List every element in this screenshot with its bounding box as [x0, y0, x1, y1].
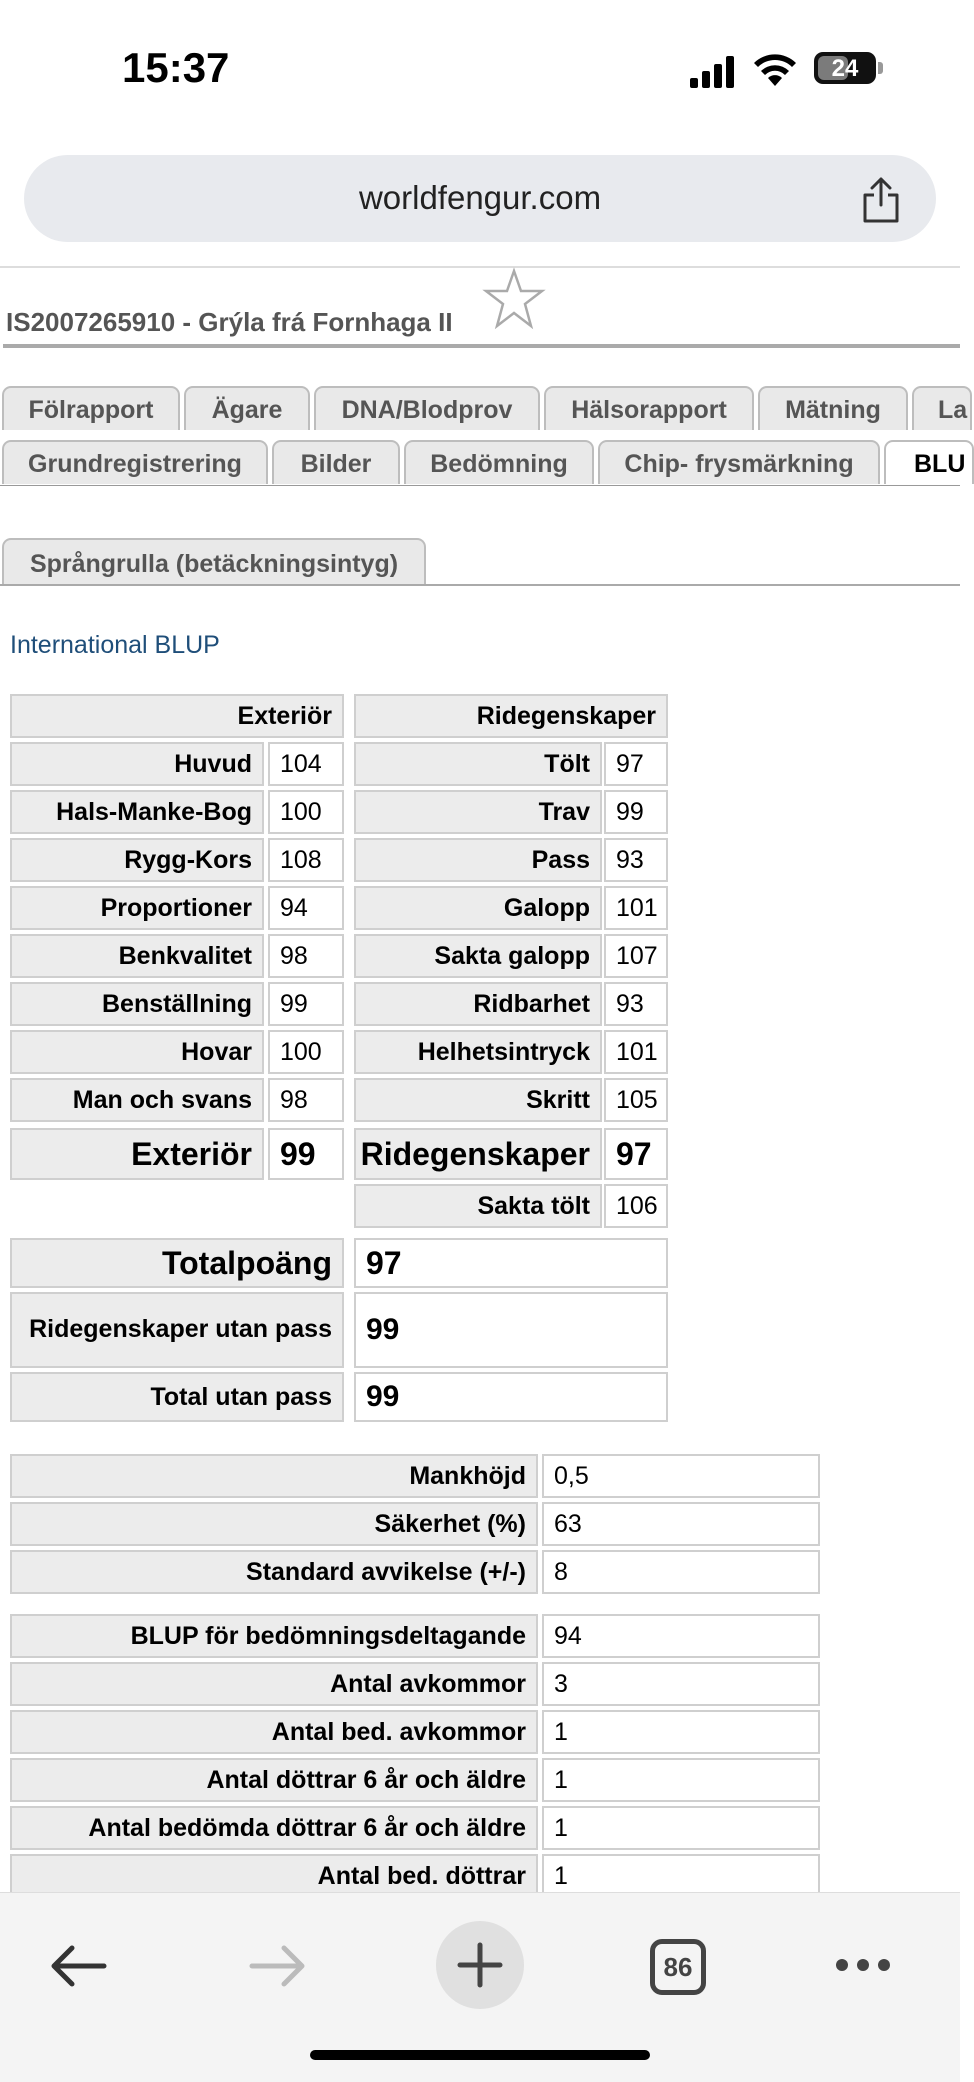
stat-value: 1	[542, 1710, 820, 1754]
horse-title: IS2007265910 - Grýla frá Fornhaga II	[6, 307, 453, 337]
exterior-header: Exteriör	[10, 694, 344, 738]
status-time: 15:37	[122, 44, 230, 91]
riding-label: Skritt	[354, 1078, 602, 1122]
more-menu-icon[interactable]	[834, 1955, 892, 1975]
tab-count-button[interactable]: 86	[650, 1939, 706, 1995]
exterior-value: 100	[268, 790, 344, 834]
forward-arrow-icon[interactable]	[248, 1941, 308, 1991]
stat-value: 1	[542, 1854, 820, 1898]
stat-label: Antal bed. avkommor	[10, 1710, 538, 1754]
exterior-value: 100	[268, 1030, 344, 1074]
back-arrow-icon[interactable]	[48, 1941, 108, 1991]
cellular-signal-icon	[690, 56, 736, 88]
exterior-value: 94	[268, 886, 344, 930]
riding-value: 101	[604, 1030, 668, 1074]
plus-icon	[456, 1941, 504, 1989]
status-bar	[0, 0, 960, 140]
battery-icon	[814, 52, 876, 84]
stat-value: 94	[542, 1614, 820, 1658]
home-indicator	[310, 2050, 650, 2060]
riding-total-value: 97	[604, 1128, 668, 1180]
page-top-divider	[0, 266, 960, 268]
riding-label: Trav	[354, 790, 602, 834]
tab-chip-frysmarkning[interactable]: Chip- frysmärkning	[598, 440, 880, 484]
mankhojd-value: 0,5	[542, 1454, 820, 1498]
sakerhet-label: Säkerhet (%)	[10, 1502, 538, 1546]
riding-value: 99	[604, 790, 668, 834]
riding-total-label: Ridegenskaper	[354, 1128, 602, 1180]
stat-label: BLUP för bedömningsdeltagande	[10, 1614, 538, 1658]
mankhojd-label: Mankhöjd	[10, 1454, 538, 1498]
totalpoang-label: Totalpoäng	[10, 1238, 344, 1288]
riding-value: 93	[604, 982, 668, 1026]
tab-bilder[interactable]: Bilder	[272, 440, 400, 484]
exterior-label: Proportioner	[10, 886, 264, 930]
tab-halsorapport[interactable]: Hälsorapport	[544, 386, 754, 430]
stat-value: 1	[542, 1758, 820, 1802]
total-no-pass-label: Total utan pass	[10, 1372, 344, 1422]
url-text[interactable]: worldfengur.com	[358, 179, 602, 216]
exterior-label: Man och svans	[10, 1078, 264, 1122]
exterior-label: Benkvalitet	[10, 934, 264, 978]
riding-value: 105	[604, 1078, 668, 1122]
battery-level: 24	[831, 55, 859, 82]
subtab-sprangrulla[interactable]: Språngrulla (betäckningsintyg)	[2, 538, 426, 586]
international-blup-link[interactable]: International BLUP	[10, 631, 220, 659]
exterior-total-label: Exteriör	[10, 1128, 264, 1180]
tab-grundregistrering[interactable]: Grundregistrering	[2, 440, 268, 484]
title-divider	[3, 344, 960, 348]
wifi-icon	[752, 50, 798, 88]
riding-label: Galopp	[354, 886, 602, 930]
exterior-value: 98	[268, 934, 344, 978]
riding-no-pass-label: Ridegenskaper utan pass	[10, 1292, 344, 1368]
exterior-value: 99	[268, 982, 344, 1026]
tab-agare[interactable]: Ägare	[184, 386, 310, 430]
riding-label: Sakta galopp	[354, 934, 602, 978]
exterior-label: Hovar	[10, 1030, 264, 1074]
riding-value: 101	[604, 886, 668, 930]
exterior-label: Benställning	[10, 982, 264, 1026]
riding-label: Helhetsintryck	[354, 1030, 602, 1074]
stat-label: Antal avkommor	[10, 1662, 538, 1706]
exterior-value: 98	[268, 1078, 344, 1122]
tab-matning[interactable]: Mätning	[758, 386, 908, 430]
stat-value: 1	[542, 1806, 820, 1850]
share-icon[interactable]	[860, 177, 902, 223]
tab-blup[interactable]: BLU	[884, 440, 974, 484]
sakta-tolt-value: 106	[604, 1184, 668, 1228]
exterior-value: 104	[268, 742, 344, 786]
stat-label: Antal döttrar 6 år och äldre	[10, 1758, 538, 1802]
stat-label: Antal bed. döttrar	[10, 1854, 538, 1898]
exterior-label: Rygg-Kors	[10, 838, 264, 882]
sakerhet-value: 63	[542, 1502, 820, 1546]
address-bar[interactable]	[24, 155, 936, 242]
stat-label: Antal bedömda döttrar 6 år och äldre	[10, 1806, 538, 1850]
riding-label: Pass	[354, 838, 602, 882]
riding-value: 93	[604, 838, 668, 882]
exterior-label: Huvud	[10, 742, 264, 786]
std-deviation-value: 8	[542, 1550, 820, 1594]
battery-tip	[878, 62, 883, 74]
total-no-pass-value: 99	[354, 1372, 668, 1422]
new-tab-button[interactable]	[436, 1921, 524, 2009]
exterior-label: Hals-Manke-Bog	[10, 790, 264, 834]
riding-label: Tölt	[354, 742, 602, 786]
tab-folrapport[interactable]: Fölrapport	[2, 386, 180, 430]
exterior-total-value: 99	[268, 1128, 344, 1180]
tab-dna-blodprov[interactable]: DNA/Blodprov	[314, 386, 540, 430]
stat-value: 3	[542, 1662, 820, 1706]
riding-no-pass-value: 99	[354, 1292, 668, 1368]
riding-label: Ridbarhet	[354, 982, 602, 1026]
sakta-tolt-label: Sakta tölt	[354, 1184, 602, 1228]
riding-value: 107	[604, 934, 668, 978]
tab-la[interactable]: La	[912, 386, 972, 430]
riding-header: Ridegenskaper	[354, 694, 668, 738]
totalpoang-value: 97	[354, 1238, 668, 1288]
exterior-value: 108	[268, 838, 344, 882]
std-deviation-label: Standard avvikelse (+/-)	[10, 1550, 538, 1594]
favorite-star-icon[interactable]	[484, 268, 544, 330]
subtab-divider	[0, 584, 960, 586]
riding-value: 97	[604, 742, 668, 786]
tab-bedomning[interactable]: Bedömning	[404, 440, 594, 484]
